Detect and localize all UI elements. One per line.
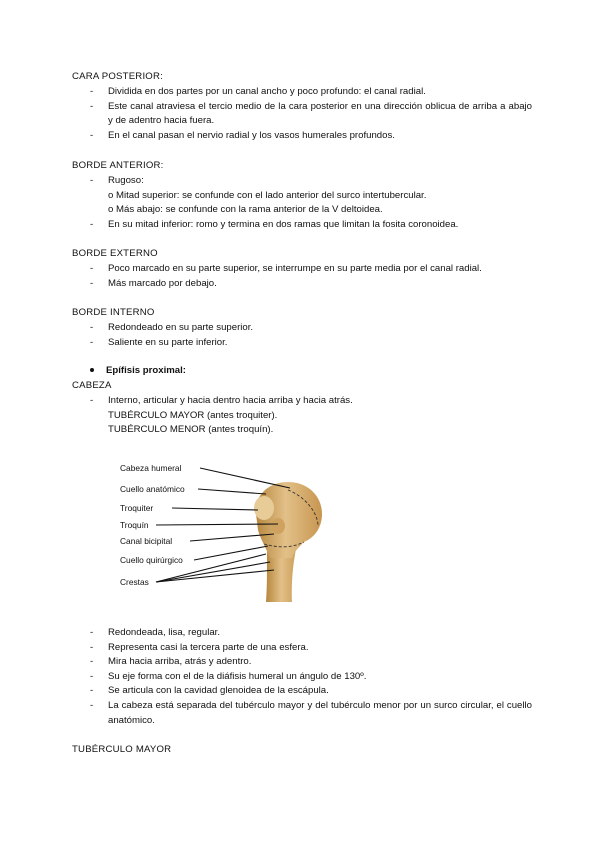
cabeza-heading: CABEZA (72, 380, 112, 391)
tuberculo-mayor-line: TUBÉRCULO MAYOR (antes troquiter). (108, 409, 278, 421)
label-troquin: Troquín (120, 520, 149, 530)
list-item: - En el canal pasan el nervio radial y los vasos humerales profundos. (72, 129, 532, 144)
list-item: - Se articula con la cavidad glenoidea de la escápula. (72, 684, 532, 699)
sub-item: o Más abajo: se confunde con la rama anterior de la V deltoidea. (108, 204, 383, 216)
list-item: - La cabeza está separada del tubérculo mayor y del tubérculo menor por un surco circular, el cuello anatómico. (72, 699, 532, 728)
list-item: - Mira hacia arriba, atrás y adentro. (72, 655, 532, 670)
list-item: - Interno, articular y hacia dentro hacia arriba y hacia atrás. (72, 394, 532, 409)
cara-posterior-heading: CARA POSTERIOR: (72, 71, 163, 82)
label-cabeza-humeral: Cabeza humeral (120, 463, 182, 473)
sub-item: o Mitad superior: se confunde con el lado anterior del surco intertubercular. (108, 189, 427, 201)
label-crestas: Crestas (120, 577, 149, 587)
humerus-figure (108, 452, 330, 602)
borde-anterior-heading: BORDE ANTERIOR: (72, 160, 164, 171)
label-troquiter: Troquiter (120, 503, 154, 513)
tuberculo-menor-line: TUBÉRCULO MENOR (antes troquín). (108, 424, 274, 436)
label-cuello-quirurgico: Cuello quirúrgico (120, 555, 183, 565)
cara-posterior-list (72, 85, 532, 143)
tuberculo-mayor-heading: TUBÉRCULO MAYOR (72, 744, 172, 755)
list-item: - En su mitad inferior: romo y termina en dos ramas que limitan la fosita coronoidea. (72, 218, 532, 233)
list-item: - Su eje forma con el de la diáfisis humeral un ángulo de 130º. (72, 670, 532, 685)
borde-interno-list (72, 321, 532, 350)
list-item: - Poco marcado en su parte superior, se interrumpe en su parte media por el canal radial. (72, 262, 532, 277)
borde-externo-heading: BORDE EXTERNO (72, 248, 158, 259)
borde-externo-list (72, 262, 532, 291)
greater-tubercle (254, 496, 274, 520)
lesser-tubercle (271, 518, 285, 534)
list-item: - Saliente en su parte inferior. (72, 336, 532, 351)
borde-anterior-list (72, 174, 532, 232)
bullet-icon (90, 368, 94, 372)
list-item: - Redondeado en su parte superior. (72, 321, 532, 336)
list-item: - Más marcado por debajo. (72, 277, 532, 292)
list-item: - Este canal atraviesa el tercio medio de la cara posterior en una dirección oblicua de arriba a abajo y de adentro hacia fuera. (72, 100, 532, 129)
label-canal-bicipital: Canal bicipital (120, 536, 173, 546)
cabeza-intro (72, 394, 532, 438)
list-item: - Dividida en dos partes por un canal ancho y poco profundo: el canal radial. (72, 85, 532, 100)
epifisis-heading: Epífisis proximal: (90, 364, 186, 379)
cabeza-properties-list (72, 626, 532, 728)
list-item: - Rugoso: (72, 174, 532, 189)
borde-interno-heading: BORDE INTERNO (72, 307, 155, 318)
label-cuello-anatomico: Cuello anatómico (120, 484, 185, 494)
list-item: - Representa casi la tercera parte de una esfera. (72, 641, 532, 656)
list-item: - Redondeada, lisa, regular. (72, 626, 532, 641)
